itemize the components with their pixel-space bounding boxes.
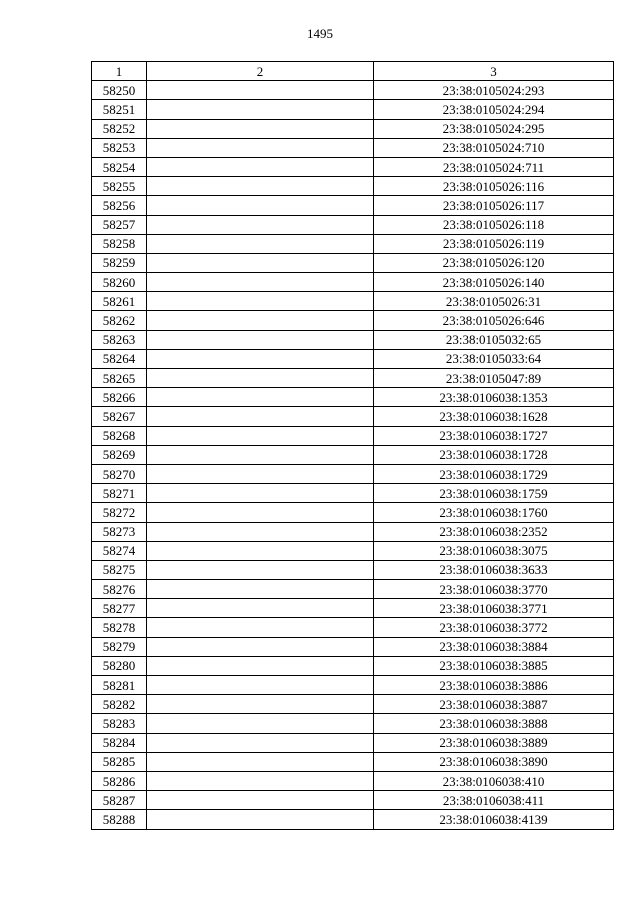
cadastral-number-cell: 23:38:0106038:2352 [374,522,614,541]
cadastral-number-cell: 23:38:0105026:118 [374,215,614,234]
description-cell [147,503,374,522]
table-row [92,349,614,368]
description-cell [147,733,374,752]
table-row [92,273,614,292]
cadastral-number-cell: 23:38:0106038:3887 [374,695,614,714]
table-row [92,100,614,119]
description-cell [147,234,374,253]
description-cell [147,676,374,695]
description-cell [147,560,374,579]
table-row [92,464,614,483]
cadastral-number-cell: 23:38:0105026:31 [374,292,614,311]
row-number-cell: 58250 [92,81,147,100]
description-cell [147,119,374,138]
cadastral-number-cell: 23:38:0106038:3889 [374,733,614,752]
cadastral-number-cell: 23:38:0105024:295 [374,119,614,138]
description-cell [147,541,374,560]
cadastral-number-cell: 23:38:0105026:140 [374,273,614,292]
table-row [92,196,614,215]
table-row [92,330,614,349]
cadastral-number-cell: 23:38:0106038:3633 [374,560,614,579]
description-cell [147,771,374,790]
table-row [92,253,614,272]
cadastral-number-cell: 23:38:0105032:65 [374,330,614,349]
description-cell [147,157,374,176]
row-number-cell: 58272 [92,503,147,522]
table-row [92,580,614,599]
row-number-cell: 58271 [92,484,147,503]
cadastral-number-cell: 23:38:0105024:710 [374,138,614,157]
table-row [92,810,614,829]
cadastral-number-cell: 23:38:0105026:119 [374,234,614,253]
cadastral-number-cell: 23:38:0106038:3886 [374,676,614,695]
cadastral-number-cell: 23:38:0105026:117 [374,196,614,215]
row-number-cell: 58288 [92,810,147,829]
table-row [92,733,614,752]
row-number-cell: 58282 [92,695,147,714]
table-row [92,695,614,714]
cadastral-number-cell: 23:38:0105026:116 [374,177,614,196]
cadastral-number-cell: 23:38:0106038:3890 [374,752,614,771]
description-cell [147,637,374,656]
description-cell [147,81,374,100]
row-number-cell: 58283 [92,714,147,733]
description-cell [147,407,374,426]
description-cell [147,330,374,349]
table-row [92,560,614,579]
cadastral-number-cell: 23:38:0105033:64 [374,349,614,368]
row-number-cell: 58281 [92,676,147,695]
description-cell [147,714,374,733]
cadastral-number-cell: 23:38:0106038:3770 [374,580,614,599]
description-cell [147,253,374,272]
description-cell [147,522,374,541]
cadastral-number-cell: 23:38:0106038:1728 [374,445,614,464]
row-number-cell: 58266 [92,388,147,407]
table-row [92,388,614,407]
cadastral-number-cell: 23:38:0106038:1759 [374,484,614,503]
table-row [92,369,614,388]
table-row [92,292,614,311]
cadastral-number-cell: 23:38:0106038:3885 [374,656,614,675]
description-cell [147,100,374,119]
description-cell [147,292,374,311]
description-cell [147,349,374,368]
description-cell [147,464,374,483]
table-row [92,618,614,637]
table-row [92,138,614,157]
row-number-cell: 58264 [92,349,147,368]
table-row [92,676,614,695]
cadastral-number-cell: 23:38:0106038:1727 [374,426,614,445]
description-cell [147,752,374,771]
description-cell [147,580,374,599]
table-row [92,426,614,445]
table-row [92,234,614,253]
row-number-cell: 58258 [92,234,147,253]
row-number-cell: 58269 [92,445,147,464]
table-row [92,484,614,503]
table-body [92,81,614,829]
header-col-1: 1 [92,62,147,81]
table-row [92,157,614,176]
description-cell [147,177,374,196]
description-cell [147,484,374,503]
table-row [92,599,614,618]
description-cell [147,445,374,464]
row-number-cell: 58262 [92,311,147,330]
table-row [92,714,614,733]
header-col-3: 3 [374,62,614,81]
row-number-cell: 58274 [92,541,147,560]
row-number-cell: 58263 [92,330,147,349]
cadastral-number-cell: 23:38:0105026:646 [374,311,614,330]
row-number-cell: 58261 [92,292,147,311]
row-number-cell: 58275 [92,560,147,579]
description-cell [147,618,374,637]
description-cell [147,369,374,388]
cadastral-number-cell: 23:38:0106038:1760 [374,503,614,522]
description-cell [147,695,374,714]
row-number-cell: 58254 [92,157,147,176]
row-number-cell: 58251 [92,100,147,119]
table-row [92,522,614,541]
description-cell [147,138,374,157]
row-number-cell: 58286 [92,771,147,790]
header-col-2: 2 [147,62,374,81]
cadastral-number-cell: 23:38:0106038:1729 [374,464,614,483]
cadastral-number-cell: 23:38:0105047:89 [374,369,614,388]
row-number-cell: 58267 [92,407,147,426]
row-number-cell: 58259 [92,253,147,272]
table-header [92,62,614,81]
table-row [92,119,614,138]
description-cell [147,311,374,330]
table-row [92,503,614,522]
row-number-cell: 58287 [92,791,147,810]
row-number-cell: 58255 [92,177,147,196]
table-row [92,407,614,426]
table-row [92,177,614,196]
table-row [92,771,614,790]
cadastral-number-cell: 23:38:0105024:293 [374,81,614,100]
row-number-cell: 58253 [92,138,147,157]
table-row [92,81,614,100]
cadastral-number-cell: 23:38:0105024:711 [374,157,614,176]
row-number-cell: 58273 [92,522,147,541]
description-cell [147,791,374,810]
cadastral-number-cell: 23:38:0106038:3888 [374,714,614,733]
description-cell [147,599,374,618]
table-row [92,215,614,234]
row-number-cell: 58256 [92,196,147,215]
description-cell [147,810,374,829]
table-row [92,311,614,330]
cadastral-number-cell: 23:38:0106038:3771 [374,599,614,618]
cadastral-number-cell: 23:38:0106038:3075 [374,541,614,560]
cadastral-number-cell: 23:38:0106038:3884 [374,637,614,656]
cadastral-number-cell: 23:38:0106038:1353 [374,388,614,407]
row-number-cell: 58280 [92,656,147,675]
row-number-cell: 58252 [92,119,147,138]
table-row [92,637,614,656]
page-number: 1495 [307,26,333,41]
description-cell [147,215,374,234]
row-number-cell: 58265 [92,369,147,388]
description-cell [147,656,374,675]
description-cell [147,196,374,215]
cadastral-number-cell: 23:38:0106038:411 [374,791,614,810]
row-number-cell: 58279 [92,637,147,656]
cadastral-number-cell: 23:38:0106038:4139 [374,810,614,829]
row-number-cell: 58276 [92,580,147,599]
table-row [92,656,614,675]
row-number-cell: 58285 [92,752,147,771]
description-cell [147,426,374,445]
row-number-cell: 58278 [92,618,147,637]
cadastral-number-cell: 23:38:0106038:1628 [374,407,614,426]
cadastral-number-cell: 23:38:0106038:3772 [374,618,614,637]
description-cell [147,273,374,292]
table-row [92,791,614,810]
cadastral-number-cell: 23:38:0105026:120 [374,253,614,272]
row-number-cell: 58277 [92,599,147,618]
table-row [92,445,614,464]
table-row [92,752,614,771]
row-number-cell: 58284 [92,733,147,752]
table-row [92,541,614,560]
row-number-cell: 58260 [92,273,147,292]
registry-table [91,61,614,830]
row-number-cell: 58257 [92,215,147,234]
header-row [92,62,614,81]
description-cell [147,388,374,407]
row-number-cell: 58268 [92,426,147,445]
row-number-cell: 58270 [92,464,147,483]
cadastral-number-cell: 23:38:0106038:410 [374,771,614,790]
cadastral-number-cell: 23:38:0105024:294 [374,100,614,119]
